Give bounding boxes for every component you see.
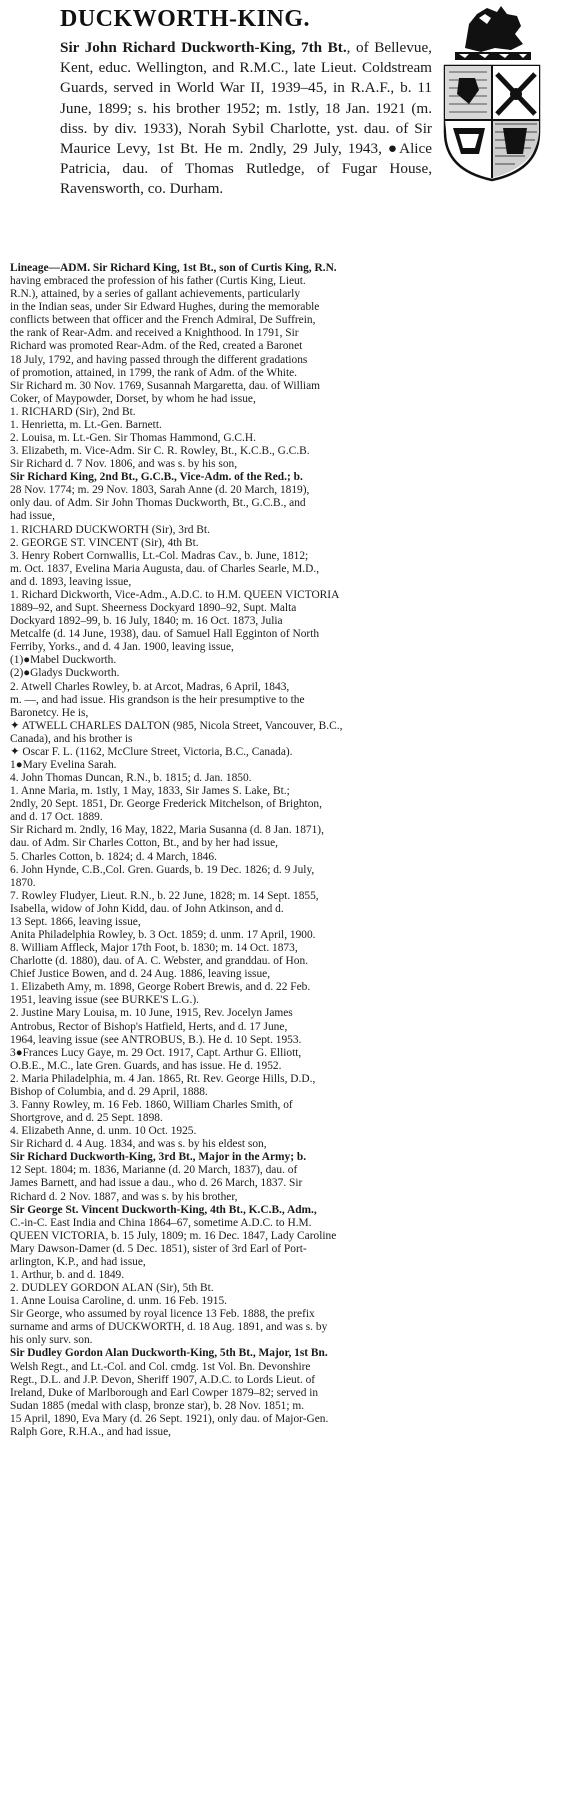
baronet-name: Sir John Richard Duckworth-King, 7th Bt. [60,39,347,56]
text-line: Richard was promoted Rear-Adm. of the Red, created a Baronet [10,340,303,353]
text-line: QUEEN VICTORIA, b. 15 July, 1809; m. 16 Dec. 1847, Lady Caroline [10,1229,337,1242]
text-line: the rank of Rear-Adm. and received a Knighthood. In 1791, Sir [10,327,299,340]
text-line: 1. Anne Maria, m. 1stly, 1 May, 1833, Sir James S. Lake, Bt.; [10,785,290,798]
text-line: 8. William Affleck, Major 17th Foot, b. 1830; m. 14 Oct. 1873, [10,942,298,955]
text-line: Sir Richard King, 2nd Bt., G.C.B., Vice-Adm. of the Red.; b. [10,471,303,484]
text-line: Sir George St. Vincent Duckworth-King, 4th Bt., K.C.B., Adm., [10,1203,317,1216]
text-line: 2. DUDLEY GORDON ALAN (Sir), 5th Bt. [10,1282,214,1295]
text-line: Sir Dudley Gordon Alan Duckworth-King, 5th Bt., Major, 1st Bn. [10,1347,328,1360]
text-line: 28 Nov. 1774; m. 29 Nov. 1803, Sarah Anne (d. 20 March, 1819), [10,484,310,497]
text-line: Anita Philadelphia Rowley, b. 3 Oct. 1859; d. unm. 17 April, 1900. [10,928,316,941]
text-line: only dau. of Adm. Sir John Thomas Duckworth, Bt., G.C.B., and [10,497,306,510]
text-line: surname and arms of DUCKWORTH, d. 18 Aug. 1891, and was s. by [10,1321,328,1334]
text-line: 2. Maria Philadelphia, m. 4 Jan. 1865, Rt. Rev. George Hills, D.D., [10,1072,316,1085]
text-line: 1. Anne Louisa Caroline, d. unm. 16 Feb. 1915. [10,1295,228,1308]
text-line: O.B.E., M.C., late Gren. Guards, and has issue. He d. 1952. [10,1059,282,1072]
text-line: C.-in-C. East India and China 1864–67, sometime A.D.C. to H.M. [10,1216,312,1229]
text-line: 6. John Hynde, C.B.,Col. Gren. Guards, b. 19 Dec. 1826; d. 9 July, [10,863,315,876]
text-line: 1870. [10,876,36,889]
text-line: 1964, leaving issue (see ANTROBUS, B.). He d. 10 Sept. 1953. [10,1033,302,1046]
text-line: Ireland, Duke of Marlborough and Earl Cowper 1879–82; served in [10,1386,319,1399]
text-line: 3●Frances Lucy Gaye, m. 29 Oct. 1917, Capt. Arthur G. Elliott, [10,1046,302,1059]
text-line: Sir Richard d. 4 Aug. 1834, and was s. by his eldest son, [10,1138,267,1151]
text-line: Canada), and his brother is [10,732,133,745]
text-line: ✦ ATWELL CHARLES DALTON (985, Nicola Street, Vancouver, B.C., [10,719,343,732]
text-line: his only surv. son. [10,1334,93,1347]
text-line: Dockyard 1892–99, b. 16 July, 1840; m. 16 Oct. 1873, Julia [10,615,283,628]
text-line: conflicts between that officer and the French Admiral, De Suffrein, [10,314,316,327]
text-line: 3. Henry Robert Cornwallis, Lt.-Col. Madras Cav., b. June, 1812; [10,549,309,562]
text-line: 2. GEORGE ST. VINCENT (Sir), 4th Bt. [10,536,199,549]
text-line: Sir Richard d. 7 Nov. 1806, and was s. by his son, [10,458,238,471]
text-line: Coker, of Maypowder, Dorset, by whom he had issue, [10,392,256,405]
text-line: Sir Richard m. 2ndly, 16 May, 1822, Maria Susanna (d. 8 Jan. 1871), [10,824,324,837]
text-line: 1889–92, and Supt. Sheerness Dockyard 1890–92, Supt. Malta [10,602,297,615]
text-line: Welsh Regt., and Lt.-Col. and Col. cmdg. 1st Vol. Bn. Devonshire [10,1360,311,1373]
text-line: 4. Elizabeth Anne, d. unm. 10 Oct. 1925. [10,1125,197,1138]
text-line: Shortgrove, and d. 25 Sept. 1898. [10,1112,163,1125]
text-line: m. —, and had issue. His grandson is the heir presumptive to the [10,693,305,706]
text-line: Ferriby, Yorks., and d. 4 Jan. 1900, leaving issue, [10,641,234,654]
text-line: 1951, leaving issue (see BURKE'S L.G.). [10,994,200,1007]
page-title: DUCKWORTH-KING. [60,6,310,32]
text-line: Chief Justice Bowen, and d. 24 Aug. 1886, leaving issue, [10,968,271,981]
text-line: Metcalfe (d. 14 June, 1938), dau. of Samuel Hall Egginton of North [10,628,320,641]
text-line: and d. 1893, leaving issue, [10,575,132,588]
text-line: 1. Elizabeth Amy, m. 1898, George Robert Brewis, and d. 22 Feb. [10,981,311,994]
text-line: 2. Justine Mary Louisa, m. 10 June, 1915, Rev. Jocelyn James [10,1007,293,1020]
text-line: 7. Rowley Fludyer, Lieut. R.N., b. 22 June, 1828; m. 14 Sept. 1855, [10,889,319,902]
text-line: m. Oct. 1837, Evelina Maria Augusta, dau. of Charles Searle, M.D., [10,562,320,575]
text-line: 4. John Thomas Duncan, R.N., b. 1815; d. Jan. 1850. [10,772,252,785]
text-line: 18 July, 1792, and having passed through the different gradations [10,353,308,366]
text-line: ✦ Oscar F. L. (1162, McClure Street, Victoria, B.C., Canada). [10,745,293,758]
text-line: 1. RICHARD (Sir), 2nd Bt. [10,405,136,418]
text-line: (2)●Gladys Duckworth. [10,667,120,680]
text-line: in the Indian seas, under Sir Edward Hughes, during the memorable [10,301,320,314]
text-line: dau. of Adm. Sir Charles Cotton, Bt., and by her had issue, [10,837,278,850]
text-line: 5. Charles Cotton, b. 1824; d. 4 March, 1846. [10,850,217,863]
text-line: 1. Arthur, b. and d. 1849. [10,1269,125,1282]
intro-text: , of Bellevue, Kent, educ. Wellington, and R.M.C., late Lieut. Coldstream Guards, served in World War II, 1939–45, in R.A.F., b. 11 June, 1899; s. his brother 1952; m. 1stly, 18 Jan. 1921 (m. diss. by div. 1933), Norah Sybil Charlotte, yst. dau. of Sir Maurice Levy, 1st Bt. He m. 2ndly, 29 July, 1943, ●Alice Patricia, dau. of Thomas Rutledge, of Fugar House, Ravensworth, co. Durham. [60,39,432,198]
text-line: Sir Richard m. 30 Nov. 1769, Susannah Margaretta, dau. of William [10,379,320,392]
text-line: 12 Sept. 1804; m. 1836, Marianne (d. 20 March, 1837), dau. of [10,1164,298,1177]
text-line: 2ndly, 20 Sept. 1851, Dr. George Frederick Mitchelson, of Brighton, [10,798,322,811]
text-line: Baronetcy. He is, [10,706,89,719]
text-line: 1. Richard Dickworth, Vice-Adm., A.D.C. to H.M. QUEEN VICTORIA [10,588,340,601]
text-line: (1)●Mabel Duckworth. [10,654,117,667]
text-line: 2. Louisa, m. Lt.-Gen. Sir Thomas Hammond, G.C.H. [10,432,256,445]
text-line: Mary Dawson-Damer (d. 5 Dec. 1851), sister of 3rd Earl of Port- [10,1242,307,1255]
text-line: Richard d. 2 Nov. 1887, and was s. by his brother, [10,1190,238,1203]
text-line: 2. Atwell Charles Rowley, b. at Arcot, Madras, 6 April, 1843, [10,680,290,693]
text-line: Sir Richard Duckworth-King, 3rd Bt., Major in the Army; b. [10,1151,307,1164]
text-line: 1. RICHARD DUCKWORTH (Sir), 3rd Bt. [10,523,210,536]
text-line: Sir George, who assumed by royal licence 13 Feb. 1888, the prefix [10,1308,315,1321]
text-line: 3. Elizabeth, m. Vice-Adm. Sir C. R. Rowley, Bt., K.C.B., G.C.B. [10,445,310,458]
text-line: had issue, [10,510,55,523]
intro-paragraph [60,38,432,200]
text-line: Bishop of Columbia, and d. 29 April, 1888. [10,1085,208,1098]
text-line: 1. Henrietta, m. Lt.-Gen. Barnett. [10,418,162,431]
text-line: 3. Fanny Rowley, m. 16 Feb. 1860, William Charles Smith, of [10,1099,293,1111]
text-line: Ralph Gore, R.H.A., and had issue, [10,1425,172,1438]
text-line: 1●Mary Evelina Sarah. [10,758,117,771]
coat-of-arms-icon [435,4,547,182]
text-line: James Barnett, and had issue a dau., who d. 26 March, 1837. Sir [10,1177,303,1190]
text-line: arlington, K.P., and had issue, [10,1255,146,1268]
text-line: 15 April, 1890, Eva Mary (d. 26 Sept. 1921), only dau. of Major-Gen. [10,1412,329,1425]
text-line: Regt., D.L. and J.P. Devon, Sheriff 1907, A.D.C. to Lords Lieut. of [10,1373,316,1386]
lineage-text [10,262,565,1439]
text-line: having embraced the profession of his father (Curtis King, Lieut. [10,275,306,288]
text-line: Isabella, widow of John Kidd, dau. of John Atkinson, and d. [10,902,284,915]
text-line: Charlotte (d. 1880), dau. of A. C. Webster, and granddau. of Hon. [10,955,308,968]
text-line: of promotion, attained, in 1799, the rank of Adm. of the White. [10,366,298,379]
text-line: Sudan 1885 (medal with clasp, bronze star), b. 28 Nov. 1851; m. [10,1399,305,1412]
text-line: and d. 17 Oct. 1889. [10,811,103,824]
text-line: Lineage—ADM. Sir Richard King, 1st Bt., son of Curtis King, R.N. [10,262,337,274]
text-line: R.N.), attained, by a series of gallant achievements, particularly [10,288,301,301]
text-line: Antrobus, Rector of Bishop's Hatfield, Herts, and d. 17 June, [10,1020,288,1033]
text-line: 13 Sept. 1866, leaving issue, [10,915,141,928]
